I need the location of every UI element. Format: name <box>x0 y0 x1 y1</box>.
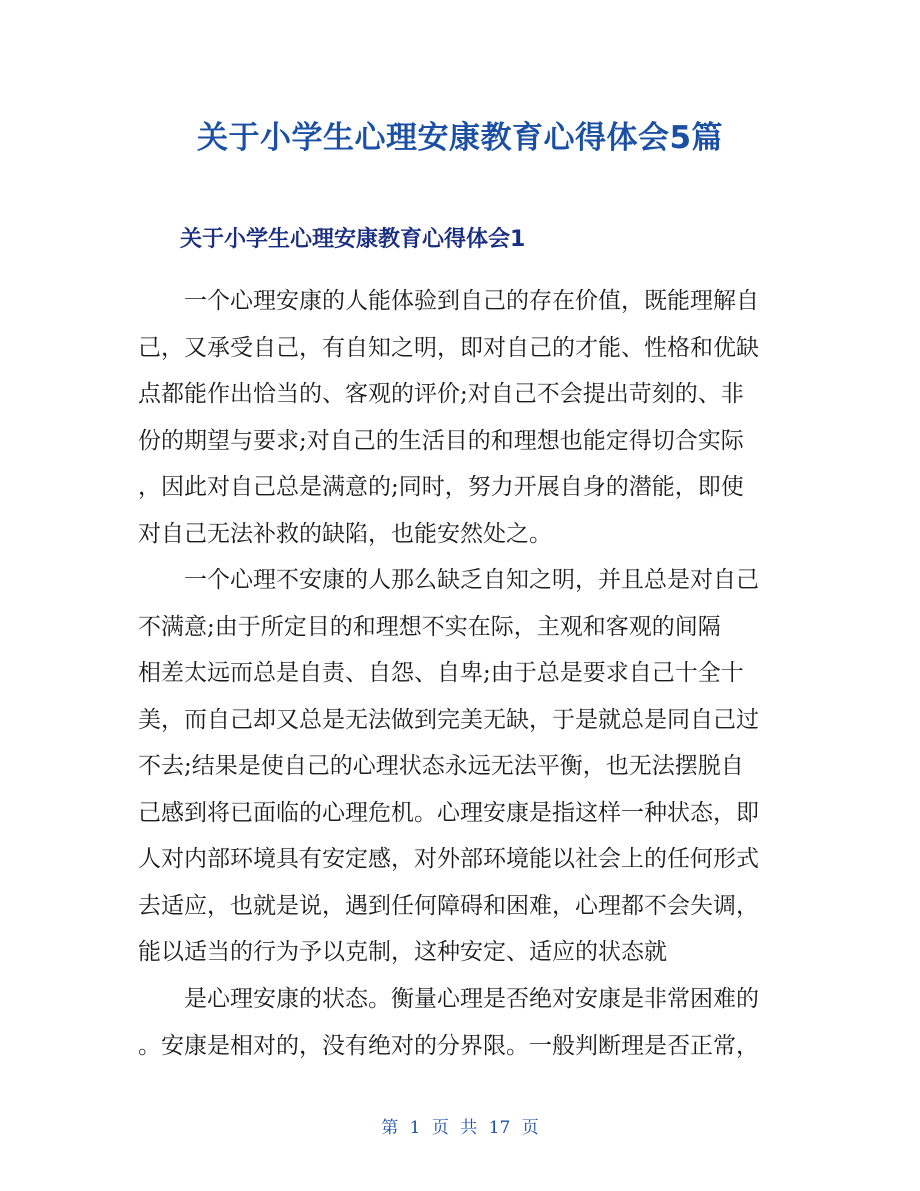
text-line: 相差太远而总是自责、自怨、自卑;由于总是要求自己十全十 <box>138 660 744 686</box>
text-line: 不去;结果是使自己的心理状态永远无法平衡，也无法摆脱自 <box>138 753 744 779</box>
text-line: 能以适当的行为予以克制，这种安定、适应的状态就 <box>138 939 667 965</box>
text-line: 一个心理不安康的人那么缺乏自知之明，并且总是对自己 <box>184 567 759 593</box>
text-line: ，因此对自己总是满意的;同时，努力开展自身的潜能，即使 <box>138 474 744 500</box>
text-line: 己，又承受自己，有自知之明，即对自己的才能、性格和优缺 <box>138 334 759 361</box>
text-line: 美，而自己却又总是无法做到完美无缺，于是就总是同自己过 <box>138 706 759 733</box>
text-line: 去适应，也就是说，遇到任何障碍和困难，心理都不会失调， <box>138 892 759 919</box>
text-line: 。安康是相对的，没有绝对的分界限。一般判断理是否正常， <box>138 1032 759 1059</box>
text-line: 对自己无法补救的缺陷，也能安然处之。 <box>138 520 552 547</box>
text-line: 份的期望与要求;对自己的生活目的和理想也能定得切合实际 <box>138 427 744 454</box>
paragraph-3 <box>138 976 786 1069</box>
paragraph-1 <box>138 278 786 557</box>
document-title: 关于小学生心理安康教育心得体会5篇 <box>196 120 724 156</box>
section-heading: 关于小学生心理安康教育心得体会1 <box>180 227 526 252</box>
text-line: 是心理安康的状态。衡量心理是否绝对安康是非常困难的 <box>184 986 759 1012</box>
text-line: 不满意;由于所定目的和理想不实在际，主观和客观的间隔 <box>138 613 721 640</box>
text-line: 一个心理安康的人能体验到自己的存在价值，既能理解自 <box>184 288 759 314</box>
text-line: 己感到将已面临的心理危机。心理安康是指这样一种状态，即 <box>138 799 759 826</box>
page-number-footer: 第 1 页 共 17 页 <box>381 1118 539 1138</box>
text-line: 人对内部环境具有安定感，对外部环境能以社会上的任何形式 <box>138 846 759 872</box>
paragraph-2 <box>138 557 786 976</box>
text-line: 点都能作出恰当的、客观的评价;对自己不会提出苛刻的、非 <box>138 381 744 407</box>
